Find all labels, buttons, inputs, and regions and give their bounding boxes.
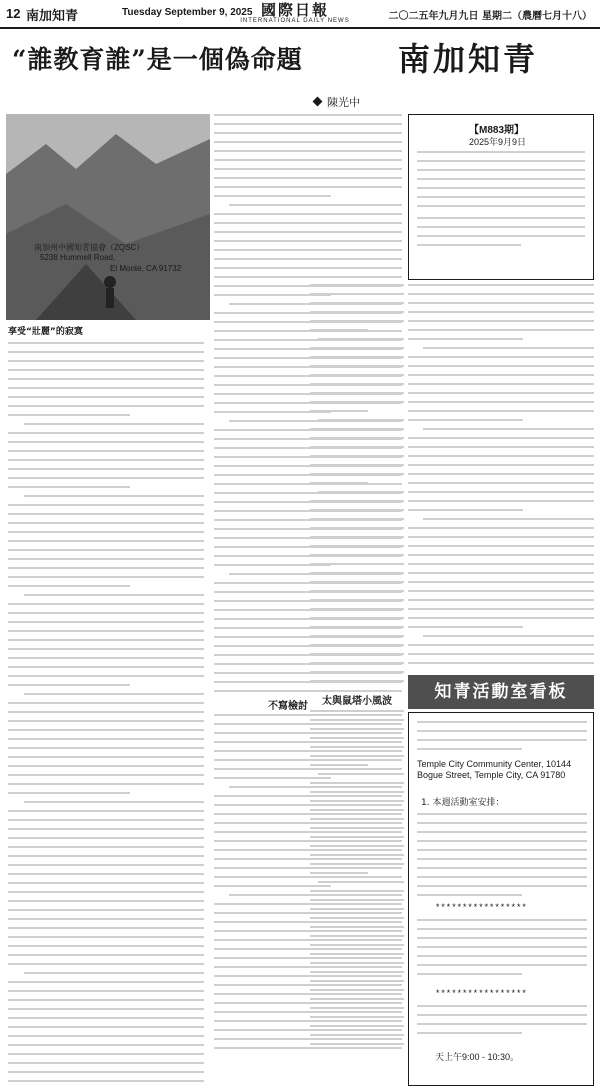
issue-date: 2025年9月9日 bbox=[469, 137, 527, 147]
board-address: Temple City Community Center, 10144 Bogue Street, Temple City, CA 91780 bbox=[417, 759, 572, 780]
date-english: Tuesday September 9, 2025 bbox=[122, 7, 253, 18]
date-chinese: 二〇二五年九月九日 星期二（農曆七月十八） bbox=[388, 11, 592, 22]
masthead-title: 國際日報 bbox=[260, 1, 329, 19]
diamond-icon bbox=[313, 97, 323, 107]
org-name: 南加州中國知青協會（ZQSC） bbox=[34, 243, 145, 252]
info-box-editors bbox=[417, 151, 585, 213]
subhead-2: 太與鼠塔小風波 bbox=[322, 696, 392, 707]
masthead bbox=[236, 2, 354, 24]
board-time: 天上午9:00 - 10:30。 bbox=[435, 1052, 520, 1062]
board-schedule-2 bbox=[417, 919, 587, 981]
section-name: 南加知青 bbox=[26, 9, 79, 24]
org-city: El Monte, CA 91732 bbox=[110, 264, 182, 273]
board-divider-2: ***************** bbox=[435, 989, 527, 999]
org-street: 5238 Hummell Road, bbox=[40, 253, 116, 262]
author-name: 陳光中 bbox=[327, 96, 360, 109]
column-logo: 南加知青 bbox=[398, 40, 539, 78]
masthead-subtitle: INTERNATIONAL DAILY NEWS bbox=[240, 18, 350, 24]
subhead-1: 不寫檢討 bbox=[268, 701, 308, 712]
body-column-3-lower bbox=[310, 710, 404, 1084]
info-box bbox=[408, 114, 594, 280]
board-intro bbox=[417, 721, 587, 755]
page-number: 12 bbox=[6, 6, 21, 21]
board-divider: ***************** bbox=[435, 903, 527, 913]
body-column-4 bbox=[408, 284, 594, 668]
board-schedule-heading: 1. 本週活動室安排： bbox=[421, 798, 505, 808]
article-photo bbox=[6, 114, 210, 320]
board-schedule bbox=[417, 813, 587, 897]
board-banner: 知青活動室看板 bbox=[408, 675, 594, 709]
board-schedule-3 bbox=[417, 1005, 587, 1045]
header-rule bbox=[0, 27, 600, 29]
headline: “誰教育誰”是一個偽命題 bbox=[12, 45, 303, 74]
activity-board bbox=[408, 712, 594, 1086]
info-box-notes bbox=[417, 217, 585, 247]
body-column-3 bbox=[310, 284, 404, 684]
issue-code: 【M883期】 bbox=[469, 125, 525, 136]
body-column-1 bbox=[8, 342, 204, 1084]
photo-caption: 享受“壯麗”的寂寞 bbox=[8, 327, 83, 337]
page-header bbox=[0, 0, 600, 26]
byline bbox=[314, 94, 360, 110]
